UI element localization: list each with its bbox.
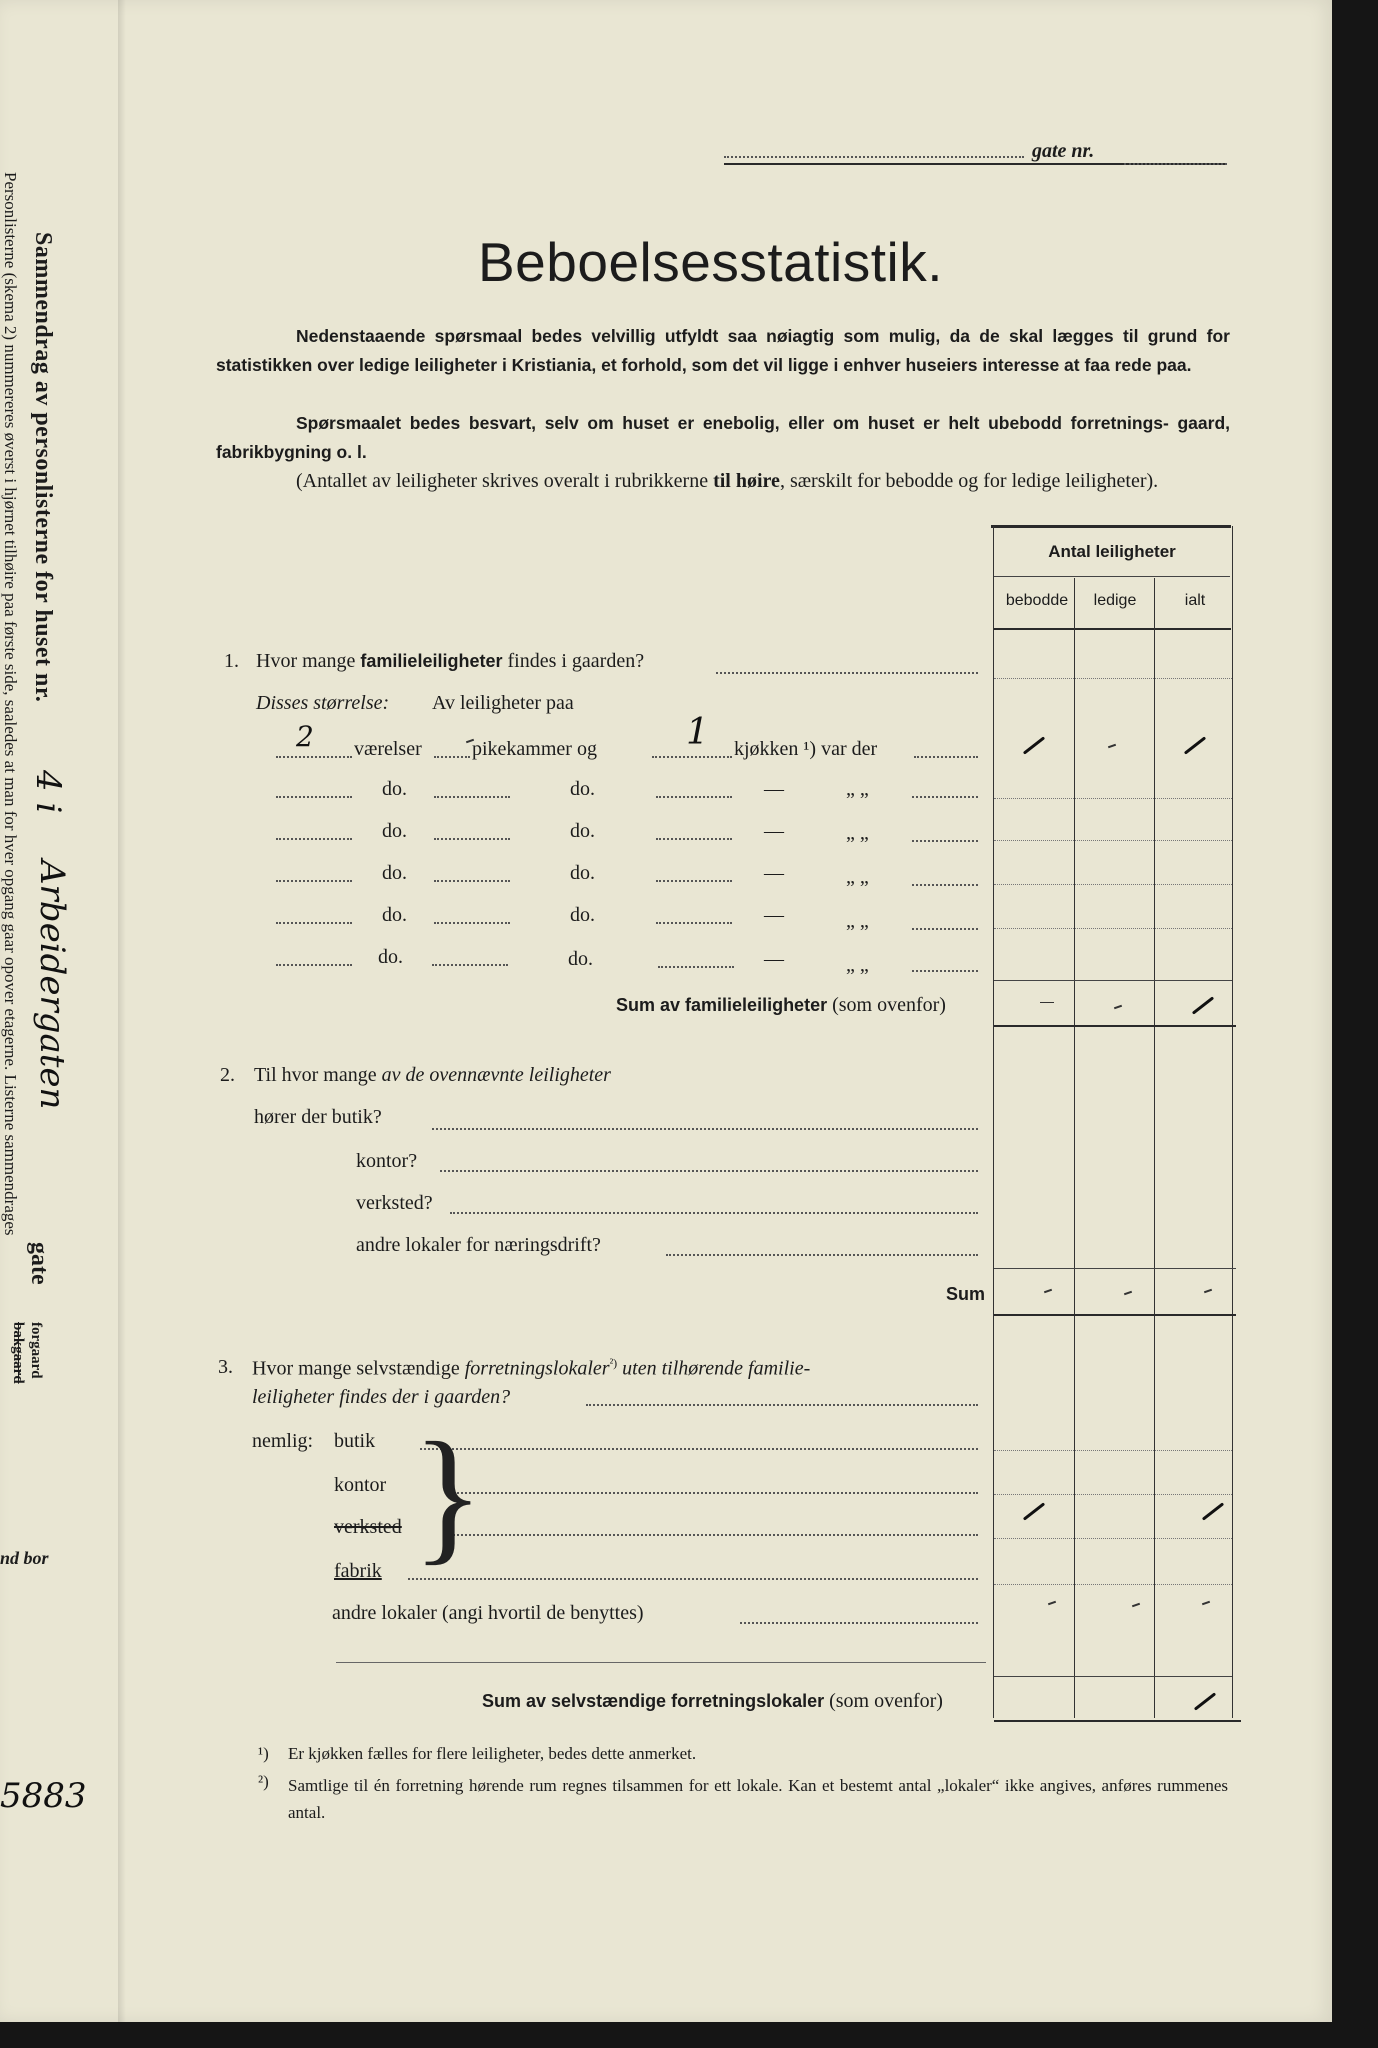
q3-leader-fabrik	[408, 1578, 978, 1580]
q3-leader-kontor	[446, 1492, 978, 1494]
grid-row-q1	[994, 678, 1232, 680]
sidebar-number: 5883	[0, 1776, 87, 1816]
footnote-2: Samtlige til én forretning hørende rum regnes tilsammen for ett lokale. Kan et bestemt antal „lokaler“ ikke angives, anføres rummenes antal.	[288, 1776, 1228, 1822]
intro-paragraph-2: Spørsmaalet bedes besvart, selv om huset er enebolig, eller om huset er helt ubebodd forretnings- gaard, fabrikbygning o. l.	[216, 413, 1230, 462]
q1-kjokken-label: kjøkken ¹) var der	[734, 738, 878, 760]
q3-leader-andre	[740, 1622, 978, 1624]
do-label: do.	[570, 778, 595, 800]
table-top-rule	[991, 525, 1231, 528]
sidebar-gate: gate	[26, 1242, 52, 1285]
q3-sum-a: Sum av	[482, 1691, 552, 1711]
hw-ialt-andre	[1202, 1601, 1210, 1606]
do-row-fill	[276, 880, 352, 882]
do-row-leader	[912, 928, 978, 930]
q3-leader-0	[586, 1404, 978, 1406]
hw-ledige-row1	[1108, 744, 1116, 749]
gate-nr-fill-line	[1124, 163, 1227, 165]
q1-size-text: Av leiligheter paa	[432, 692, 574, 714]
grid-row-2	[994, 840, 1232, 842]
q1-vaerelser-label: værelser	[354, 738, 422, 760]
do-row-leader	[912, 796, 978, 798]
q3-write-line	[336, 1662, 986, 1663]
sidebar-handwritten-house-nr: 4 i	[28, 770, 68, 814]
do-row-fill	[434, 838, 510, 840]
q2-leader-1	[432, 1128, 978, 1130]
grid-row-q3-c	[994, 1538, 1232, 1540]
q3-text-line2: leiligheter findes der i gaarden?	[252, 1386, 511, 1408]
hw-bebodde-verksted	[1023, 1502, 1045, 1520]
row1-leader	[914, 756, 978, 758]
do-row-fill	[432, 964, 508, 966]
hw-ialt-sum1	[1192, 996, 1214, 1014]
sidebar-bakgaard: bakgaard	[10, 1322, 26, 1384]
q1-sum-a: Sum av	[616, 995, 686, 1015]
do-row-fill	[434, 796, 510, 798]
footnote-1-mark: ¹)	[258, 1744, 269, 1763]
q3-sum-label	[482, 1690, 943, 1713]
do-label: do.	[382, 778, 407, 800]
do-row-fill	[658, 966, 734, 968]
hw-rooms-value: 2	[296, 720, 314, 753]
q3-leader-verksted	[450, 1534, 978, 1536]
q1-text-bold: familieleiligheter	[360, 651, 503, 671]
do-label: do.	[570, 862, 595, 884]
sidebar-nd-bor: nd bor	[0, 1548, 49, 1568]
table-header-bottom-rule	[994, 628, 1231, 630]
kitchen-fill	[652, 756, 732, 758]
footnote-1: Er kjøkken fælles for flere leiligheter, bedes dette anmerket.	[288, 1744, 697, 1763]
grid-row-4	[994, 928, 1232, 930]
q3-verksted-label: verksted	[334, 1516, 402, 1538]
ditto-mark: „ „	[846, 822, 869, 844]
sidebar-title: Sammendrag av personlisterne for huset nr.	[30, 232, 56, 703]
q2-text-a: Til hvor mange	[254, 1064, 382, 1086]
q3-sum-c: (som ovenfor)	[824, 1690, 943, 1712]
q2-leader-2	[440, 1170, 978, 1172]
dash: —	[764, 820, 784, 842]
intro-paragraph-1: Nedenstaaende spørsmaal bedes velvillig utfyldt saa nøiagtig som mulig, da de skal lægges til grund for statistikken over ledige leiligheter i Kristiania, et forhold, som det vil ligge i enhver huseiers interesse at faa rede paa.	[216, 326, 1230, 375]
hw-bebodde-sum2	[1044, 1289, 1052, 1294]
do-label: do.	[570, 904, 595, 926]
do-row-fill	[656, 838, 732, 840]
col-header-ialt: ialt	[1184, 592, 1206, 609]
q1-number: 1.	[224, 650, 239, 672]
hw-ledige-sum1	[1114, 1005, 1122, 1010]
q2-text-italic: av de ovennævnte leiligheter	[381, 1064, 611, 1086]
grid-row-3	[994, 884, 1232, 886]
do-row-fill	[434, 922, 510, 924]
do-label: do.	[382, 862, 407, 884]
q2-line-verksted: verksted?	[356, 1192, 433, 1214]
do-row-fill	[276, 796, 352, 798]
col-divider-2	[1154, 578, 1155, 1718]
q3-nemlig-label: nemlig:	[252, 1430, 314, 1452]
do-row-fill	[434, 880, 510, 882]
table-right-border	[1232, 526, 1233, 1718]
sidebar-forgaard: forgaard	[28, 1322, 44, 1379]
grid-row-1	[994, 798, 1232, 800]
intro-p3-text-c: , særskilt for bebodde og for ledige leiligheter).	[779, 470, 1159, 492]
ditto-mark: „ „	[846, 778, 869, 800]
q2-sum-label: Sum	[946, 1284, 986, 1304]
q2-number: 2.	[220, 1064, 235, 1086]
hw-ialt-row1	[1184, 736, 1206, 754]
do-label: do.	[382, 904, 407, 926]
pike-fill	[434, 756, 470, 758]
page-title: Beboelsesstatistik.	[478, 231, 943, 293]
dash: —	[764, 904, 784, 926]
do-row-fill	[276, 964, 352, 966]
grid-row-5	[994, 980, 1232, 981]
sidebar-instructions: Personlisterne (skema 2) nummereres øverst i hjørnet tilhøire paa første side, saaledes at man for hver opgang gaar opover etagerne. Listerne sammendrages	[1, 172, 20, 1236]
table-subheader-rule	[994, 576, 1230, 577]
sum3-rule	[994, 1720, 1241, 1722]
q1-sum-bold: familieleiligheter	[685, 995, 828, 1015]
q3-leader-butik	[420, 1448, 978, 1450]
sidebar-handwritten-street: Arbeidergaten	[32, 860, 72, 1110]
hw-ialt-sum3	[1194, 1692, 1216, 1710]
q2-leader-3	[450, 1212, 978, 1214]
sum3-top-rule	[994, 1676, 1232, 1677]
do-row-fill	[656, 922, 732, 924]
q3-kontor-label: kontor	[334, 1474, 387, 1496]
q1-leader	[716, 672, 978, 674]
q1-pikekammer-label: pikekammer og	[472, 738, 597, 760]
col-header-ledige: ledige	[1093, 592, 1137, 609]
q3-number: 3.	[218, 1356, 233, 1378]
page-fold	[118, 0, 126, 2022]
q3-text-italic: forretningslokaler	[464, 1357, 610, 1380]
do-row-fill	[656, 880, 732, 882]
q1-text	[256, 650, 644, 673]
do-label: do.	[378, 946, 403, 968]
rooms-fill	[276, 756, 352, 758]
do-row-fill	[276, 838, 352, 840]
q3-butik-label: butik	[334, 1430, 376, 1452]
ditto-mark: „ „	[846, 866, 869, 888]
q2-line-butik: hører der butik?	[254, 1106, 382, 1128]
q3-sum-bold: selvstændige forretningslokaler	[551, 1691, 825, 1711]
ditto-mark: „ „	[846, 910, 869, 932]
q1-sum-c: (som ovenfor)	[827, 994, 946, 1016]
q2-line-andre: andre lokaler for næringsdrift?	[356, 1234, 601, 1256]
gate-nr-label: gate nr.	[1032, 140, 1095, 162]
dash: —	[764, 778, 784, 800]
do-row-leader	[912, 884, 978, 886]
do-row-leader	[912, 970, 978, 972]
table-group-header: Antal leiligheter	[1048, 542, 1176, 561]
grid-row-q3-a	[994, 1450, 1232, 1452]
intro-p3-emphasis: til høire	[713, 470, 780, 492]
q3-andre-label: andre lokaler (angi hvortil de benyttes)	[332, 1602, 644, 1624]
street-fill-line	[724, 156, 1024, 158]
q2-text	[254, 1064, 611, 1087]
dash: —	[764, 948, 784, 970]
q2-leader-4	[666, 1254, 978, 1256]
hw-ialt-verksted	[1202, 1502, 1224, 1520]
do-row-fill	[656, 796, 732, 798]
hw-ledige-sum2	[1124, 1291, 1132, 1296]
hw-kitchen-value: 1	[686, 712, 709, 753]
grid-row-q3-b	[994, 1494, 1232, 1496]
do-row-leader	[912, 840, 978, 842]
q3-text-c: uten tilhørende familie-	[622, 1357, 811, 1380]
q1-size-label: Disses størrelse:	[256, 692, 390, 714]
footnote-2-mark: ²)	[258, 1772, 269, 1791]
q1-text-c: findes i gaarden?	[502, 650, 645, 672]
intro-paragraph-3	[216, 467, 1230, 496]
hw-ialt-sum2	[1204, 1289, 1212, 1294]
grid-row-q3-d	[994, 1584, 1232, 1586]
hw-bebodde-andre	[1048, 1601, 1056, 1606]
q3-text-line1	[252, 1356, 810, 1381]
col-divider-1	[1074, 578, 1075, 1718]
ditto-mark: „ „	[846, 954, 869, 976]
do-label: do.	[568, 948, 593, 970]
q3-fabrik-label: fabrik	[334, 1560, 382, 1582]
q1-text-a: Hvor mange	[256, 650, 361, 672]
sum2-rule	[994, 1314, 1236, 1316]
col-header-bebodde: bebodde	[1005, 592, 1069, 609]
hw-ledige-andre	[1132, 1603, 1140, 1608]
q1-sum-label	[616, 994, 946, 1017]
hw-bebodde-sum1	[1040, 1002, 1054, 1003]
do-row-fill	[276, 922, 352, 924]
q2-line-kontor: kontor?	[356, 1150, 418, 1172]
do-label: do.	[570, 820, 595, 842]
hw-brace: }	[412, 1412, 484, 1578]
do-label: do.	[382, 820, 407, 842]
intro-p3-text-a: (Antallet av leiligheter skrives overalt i rubrikkerne	[296, 470, 714, 492]
sum1-rule	[994, 1025, 1236, 1027]
dash: —	[764, 862, 784, 884]
sum2-top-rule	[994, 1268, 1236, 1269]
hw-bebodde-row1	[1023, 736, 1045, 754]
q3-footnote-ref: ²)	[609, 1356, 618, 1370]
q3-text-a: Hvor mange selvstændige	[252, 1357, 465, 1380]
